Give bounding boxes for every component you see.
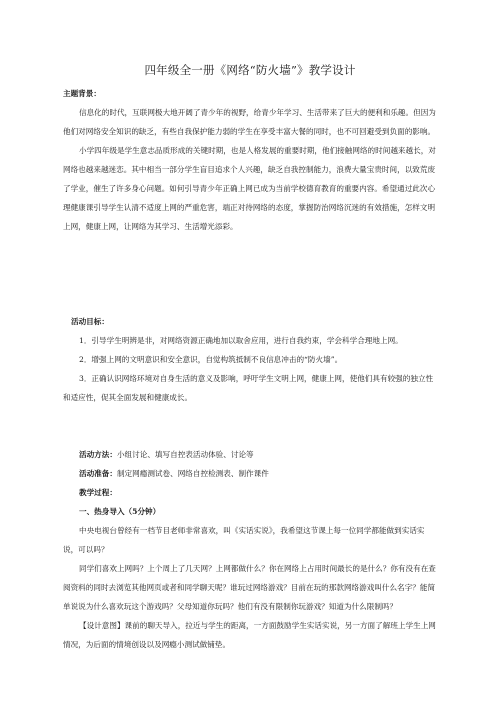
goals-heading: 活动目标： bbox=[71, 317, 109, 326]
background-paragraph-2: 小学四年级是学生意志品质形成的关键时期，也是人格发展的重要时期，他们接触网络的时间越来越长，对网络也越来越迷恋。其中相当一部分学生盲目追求个人兴趣，缺乏自我控制能力，浪费大量宝贵时间，以致荒废了学业，催生了许多身心问题。如何引导青少年正确上网已成为当前学校德育教育的重要内容。希望通过此次心理健康课引导学生认清不适度上网的严重危害，端正对待网络的态度，掌握防治网络沉迷的有效措施，怎样文明上网，健康上网，让网络为其学习、生活增光添彩。 bbox=[63, 146, 436, 231]
section1-design-intent: 【设计意图】课前的聊天导入，拉近与学生的距离，一方面鼓励学生实话实说，另一方面了解班上学生上网情况，为后面的情境创设以及网瘾小测试做铺垫。 bbox=[63, 621, 436, 649]
method-text: 小组讨论、填写自控表活动体验、讨论等 bbox=[116, 450, 254, 459]
method-line bbox=[63, 445, 437, 464]
section1-paragraph-1: 中央电视台曾经有一档节目老师非常喜欢，叫《实话实说》，我希望这节课上每一位同学都能做到实话实说，可以吗？ bbox=[63, 526, 425, 554]
prep-label: 活动准备： bbox=[79, 469, 117, 478]
goal-2: 2．增强上网的文明意识和安全意识，自觉构筑抵制不良信息冲击的“防火墙”。 bbox=[79, 355, 343, 364]
background-section bbox=[63, 84, 437, 236]
section1-heading: 一、热身导入（5分钟） bbox=[79, 507, 161, 516]
process-heading: 教学过程： bbox=[79, 488, 117, 497]
prep-text: 制定网瘾测试卷、网络自控检测表、制作课件 bbox=[116, 469, 269, 478]
method-label: 活动方法： bbox=[79, 450, 117, 459]
goal-1: 1．引导学生明辨是非，对网络资源正确地加以取舍应用，进行自我约束，学会科学合理地上网。 bbox=[79, 336, 403, 345]
section1-paragraph-2: 同学们喜欢上网吗？上个周上了几天网？上网都做什么？你在网络上占用时间最长的是什么？你有没有在查阅资料的同时去浏览其他网页或者和同学聊天呢？谁玩过网络游戏？目前在玩的那款网络游戏叫什么名字？能简单说说为什么喜欢玩这个游戏吗？父母知道你玩吗？他们有没有限制你玩游戏？知道为什么限制吗？ bbox=[63, 564, 436, 611]
page-title: 四年级全一册《网络“防火墙”》教学设计 bbox=[144, 63, 356, 77]
goal-3: 3．正确认识网络环境对自身生活的意义及影响，呼吁学生文明上网，健康上网，使他们具有较强的独立性和适应性，促其全面发展和健康成长。 bbox=[63, 374, 434, 402]
prep-line bbox=[63, 464, 437, 483]
goals-section bbox=[63, 312, 437, 407]
method-section bbox=[63, 445, 437, 654]
background-heading: 主题背景： bbox=[63, 89, 101, 98]
background-paragraph-1: 信息化的时代，互联网极大地开阔了青少年的视野，给青少年学习、生活带来了巨大的便利和乐趣。但因为他们对网络安全知识的缺乏，有些自我保护能力弱的学生在享受丰富大餐的同时，也不可回避受到负面的影响。 bbox=[63, 108, 436, 136]
